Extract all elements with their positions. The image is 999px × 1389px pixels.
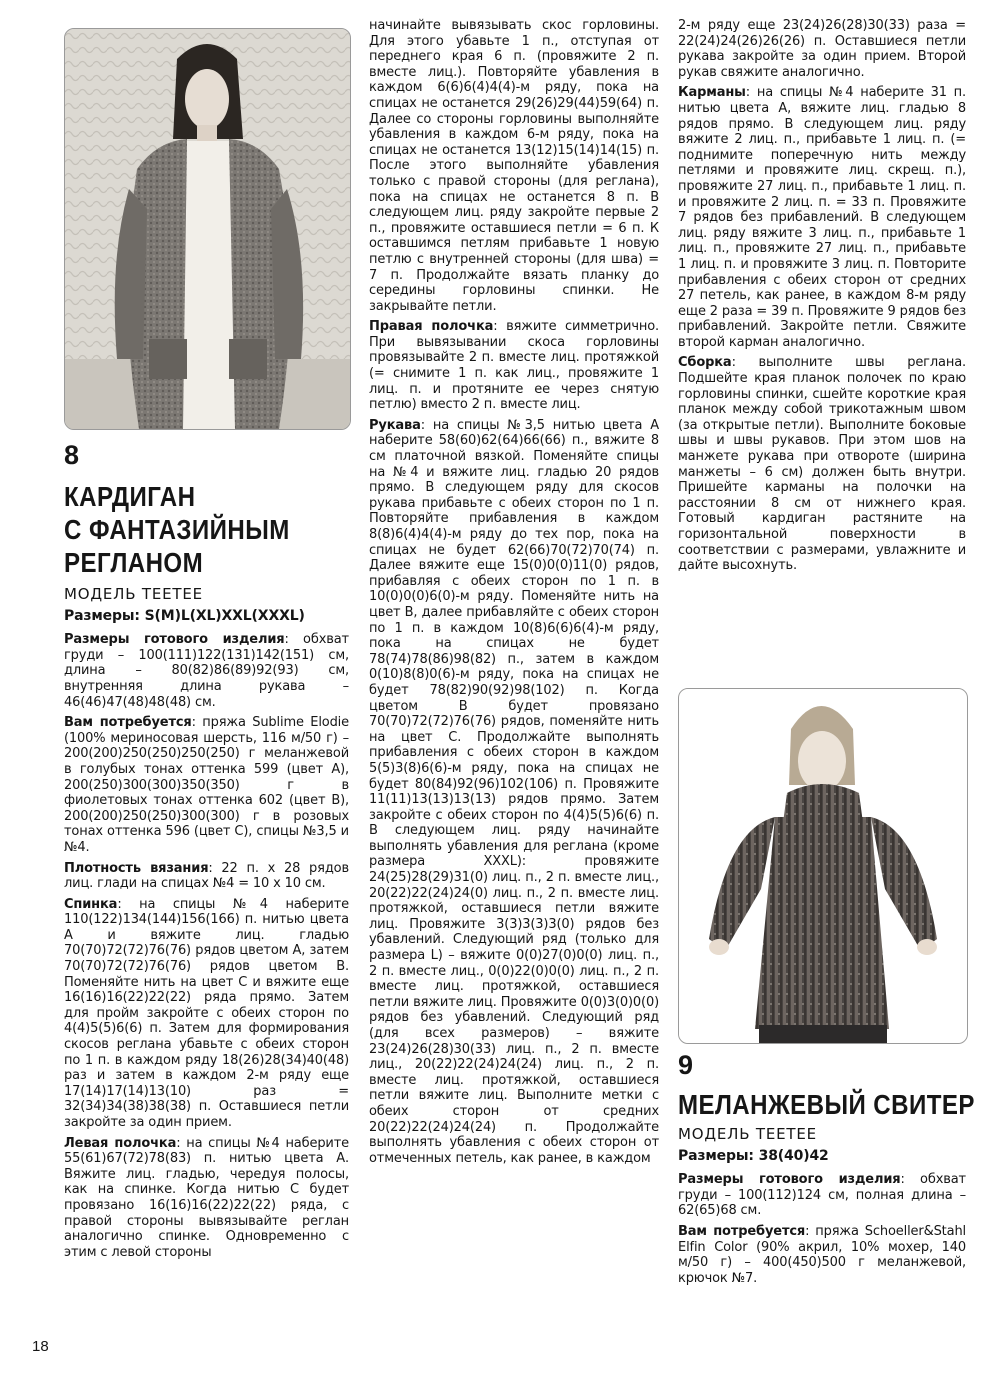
model-8-density <box>64 861 349 892</box>
model-8-assembly <box>678 355 966 573</box>
density-text: : 22 п. х 28 рядов лиц. глади на спицах №4 = 10 х 10 см. <box>64 860 349 892</box>
model-9-title: МЕЛАНЖЕВЫЙ СВИТЕР <box>678 1089 975 1120</box>
materials-text: : пряжа Sublime Elodie (100% мериносовая шерсть, 116 м/50 г) – 200(200)250(250)250(250) г меланжевой в голубых тонах оттенка 599 (цвет А), 200(250)300(300)350(350) г в фиолетовых тонах оттенка 602 (цвет В), 200(200)250(250)300(300) г в розовых тонах оттенка 596 (цвет С), спицы №3,5 и №4. <box>64 715 349 855</box>
finished-text-9: : обхват груди – 100(112)124 см, полная длина – 62(65)68 см. <box>678 1172 966 1219</box>
model-8-number: 8 <box>64 440 80 470</box>
finished-label-9: Размеры готового изделия <box>678 1172 901 1188</box>
sleeves-label: Рукава <box>369 417 421 433</box>
model-8-finished-size <box>64 632 349 710</box>
right-front-label: Правая полочка <box>369 319 494 335</box>
assembly-label: Сборка <box>678 355 732 371</box>
materials-text-9: : пряжа Schoeller&Stahl Elfin Color (90% акрил, 10% мохер, 140 м/50 г) – 400(450)500 г меланжевой, крючок №7. <box>678 1223 966 1286</box>
materials-label: Вам потребуется <box>64 715 192 731</box>
model-9-materials <box>678 1224 966 1286</box>
left-front-text: : на спицы №4 наберите 55(61)67(72)78(83) п. нитью цвета А. Вяжите лиц. гладью, чередуя полосы, как на спинке. Когда нитью С будет провязано 16(16)16(22)22(22) ряда, с правой стороны вывязывайте реглан аналогично спинке. Одновременно с этим с левой стороны <box>64 1135 349 1260</box>
col3-sleeve-end-text: 2-м ряду еще 23(24)26(28)30(33) раза = 22(24)24(26)26(26) п. Оставшиеся петли рукава закройте за один прием. Второй рукав свяжите аналогично. <box>678 18 966 80</box>
model-8-subtitle: МОДЕЛЬ TEETEE <box>64 585 203 603</box>
model-9-finished-size <box>678 1172 966 1219</box>
assembly-text: : выполните швы реглана. Подшейте края планок полочек по краю горловины спинки, сшейте короткие края планок между собой трикотажным швом (за открытые петли). Выполните боковые швы и швы рукавов. При этом шов на манжете рукава при отвороте (ширина манжеты – 6 см) должен быть внутри. Пришейте карманы на полочки на расстоянии 8 см от нижнего края. Готовый кардиган растяните на горизонтальной поверхности в соответствии с размерами, увлажните и дайте высохнуть. <box>678 355 966 574</box>
page-number: 18 <box>32 1338 49 1355</box>
sleeves-text: : на спицы №3,5 нитью цвета А наберите 58(60)62(64)66(66) п., вяжите 8 см платочной вязкой. Поменяйте спицы на №4 и вяжите лиц. гладью 20 рядов прямо. В следующем ряду для скосов рукава прибавьте с обеих сторон по 1 п. Повторяйте прибавления в каждом 8(8)6(4)4(4)-м ряду до тех пор, пока на спицах не будет 62(66)70(72)70(74) п. Далее вяжите еще 15(0)0(0)11(0) рядов, прибавляя с обеих сторон по 1 п. в 10(0)0(0)6(0)-м ряду. Поменяйте нить на цвет В, далее прибавляйте с обеих сторон по 1 п. в каждом 10(8)6(6)6(4)-м ряду, пока на спицах не будет 78(74)78(86)98(82) п., затем в каждом 0(10)8(8)0(6)-м ряду, пока на спицах не будет 78(82)90(92)98(102) п. Когда цветом В будет провязано 70(70)72(72)76(76) рядов, поменяйте нить на цвет С. Продолжайте выполнять прибавления с обеих сторон в каждом 5(5)3(8)6(6)-м ряду, пока на спицах не будет 80(84)92(96)102(106) п. Провяжите 11(11)13(13)13(13) рядов прямо. Затем закройте с обеих сторон по 4(4)5(5)6(6) п. В следующем лиц. ряду начинайте выполнять убавления для реглана (кроме размера XXXL): провяжите 24(25)28(29)31(0) лиц. п., 2 п. вместе лиц., 20(22)22(24)24(0) лиц. п., 2 п. вместе лиц. протяжкой, оставшиеся петли вяжите лиц. Провяжите 3(3)3(3)3(0) рядов без убавлений. Следующий ряд (только для размера L) – вяжите 0(0)27(0)0(0) лиц. п., 2 п. вместе лиц., 0(0)22(0)0(0) лиц. п., 2 п. вместе лиц. протяжкой, оставшиеся петли вяжите лиц. Провяжите 0(0)3(0)0(0) рядов без убавлений. Следующий ряд (для всех размеров) – вяжите 23(24)26(28)30(33) лиц. п., 2 п. вместе лиц., 20(22)22(24)24(24) лиц. п., 2 п. вместе лиц. протяжкой, оставшиеся петли вяжите лиц. Выполните метки с обеих сторон от средних 20(22)22(24)24(24) п. Продолжайте выполнять убавления с обеих сторон от отмеченных петель, как ранее, в каждом <box>369 417 659 1166</box>
cardigan-photo <box>64 28 351 430</box>
materials-label-9: Вам потребуется <box>678 1223 806 1239</box>
sweater-illustration <box>679 689 967 1043</box>
pockets-text: : на спицы №4 наберите 31 п. нитью цвета А, вяжите лиц. гладью 8 рядов прямо. В следующем лиц. ряду вяжите 2 лиц. п., прибавьте 1 лиц. п. (= поднимите поперечную нить между петлями и провяжите лиц. скрещ. п.), провяжите 27 лиц. п., прибавьте 1 лиц. п. и провяжите 2 лиц. п. = 33 п. Провяжите 7 рядов без прибавлений. В следующем лиц. ряду вяжите 3 лиц. п., прибавьте 1 лиц. п., провяжите 27 лиц. п., прибавьте 1 лиц. п. и провяжите 3 лиц. п. Повторите прибавления с обеих сторон от средних 27 петель, как ранее, в каждом 8-м ряду еще 2 раза = 39 п. Провяжите 9 рядов без прибавлений. Закройте петли. Свяжите второй карман аналогично. <box>678 85 966 350</box>
model-9-subtitle: МОДЕЛЬ TEETEE <box>678 1125 817 1143</box>
model-9-sizes <box>678 1149 966 1165</box>
model-8-materials <box>64 715 349 855</box>
right-front-text: : вяжите симметрично. При вывязывании скоса горловины провязывайте 2 п. вместе лиц. протяжкой (= снимите 1 п. как лиц., провяжите 1 лиц. п. и протяните ее через снятую петлю) вместо 2 п. вместе лиц. <box>369 319 659 413</box>
back-text: : на спицы №4 наберите 110(122)134(144)156(166) п. нитью цвета А и вяжите лиц. гладью 70(70)72(72)76(76) рядов цветом А, затем 70(70)72(72)76(76) рядов цветом В. Поменяйте нить на цвет С и вяжите еще 16(16)16(22)22(22) ряда прямо. Затем для пройм закройте с обеих сторон по 4(4)5(5)6(6) п. Затем для формирования скосов реглана убавьте с обеих сторон по 1 п. в каждом ряду 18(26)28(34)40(48) раз и затем в каждом 2-м ряду еще 17(14)17(14)13(10) раз = 32(34)34(38)38(38) п. Оставшиеся петли закройте за один прием. <box>64 896 349 1130</box>
left-front-label: Левая полочка <box>64 1135 177 1151</box>
density-label: Плотность вязания <box>64 860 209 876</box>
model-8-sizes <box>64 609 349 625</box>
sweater-photo <box>678 688 968 1044</box>
cardigan-illustration <box>65 29 350 429</box>
model-8-title <box>64 480 309 579</box>
model-8-right-front <box>369 319 659 413</box>
model-8-sleeves <box>369 418 659 1167</box>
sizes-label: Размеры: <box>64 607 140 624</box>
model-8-title-line2: С ФАНТАЗИЙНЫМ <box>64 514 290 545</box>
sizes-value-9: 38(40)42 <box>758 1147 829 1164</box>
finished-text: : обхват груди – 100(111)122(131)142(151) см, длина – 80(82)86(89)92(93) см, внутренняя длина рукава – 46(46)47(48)48(48) см. <box>64 632 349 710</box>
col2-neckline-text: начинайте вывязывать скос горловины. Для этого убавьте 1 п., отступая от переднего края 6 п. (провяжите 2 п. вместе лиц.). Повторяйте убавления в каждом 6(6)6(4)4(4)-м ряду, пока на спицах не останется 29(26)29(44)59(64) п. Далее со стороны горловины выполняйте убавления в каждом 6-м ряду, пока на спицах не останется 13(12)15(14)14(15) п. После этого выполняйте убавления только с правой стороны (для реглана), пока на спицах не останется 8 п. В следующем лиц. ряду закройте первые 2 п., провяжите оставшиеся петли = 6 п. К оставшимся петлям прибавьте 1 новую петлю с внутренней стороны (для шва) = 7 п. Продолжайте вязать планку до середины горловины спинки. Не закрывайте петли. <box>369 18 659 314</box>
model-8-title-line1: КАРДИГАН <box>64 481 196 512</box>
finished-label: Размеры готового изделия <box>64 632 285 648</box>
model-8-back <box>64 897 349 1131</box>
model-8-pockets <box>678 85 966 350</box>
model-9-number: 9 <box>678 1050 694 1080</box>
back-label: Спинка <box>64 896 118 912</box>
model-8-left-front <box>64 1136 349 1261</box>
sizes-label-9: Размеры: <box>678 1147 754 1164</box>
sizes-value: S(M)L(XL)XXL(XXXL) <box>144 607 305 624</box>
model-8-title-line3: РЕГЛАНОМ <box>64 547 204 578</box>
pockets-label: Карманы <box>678 85 746 101</box>
